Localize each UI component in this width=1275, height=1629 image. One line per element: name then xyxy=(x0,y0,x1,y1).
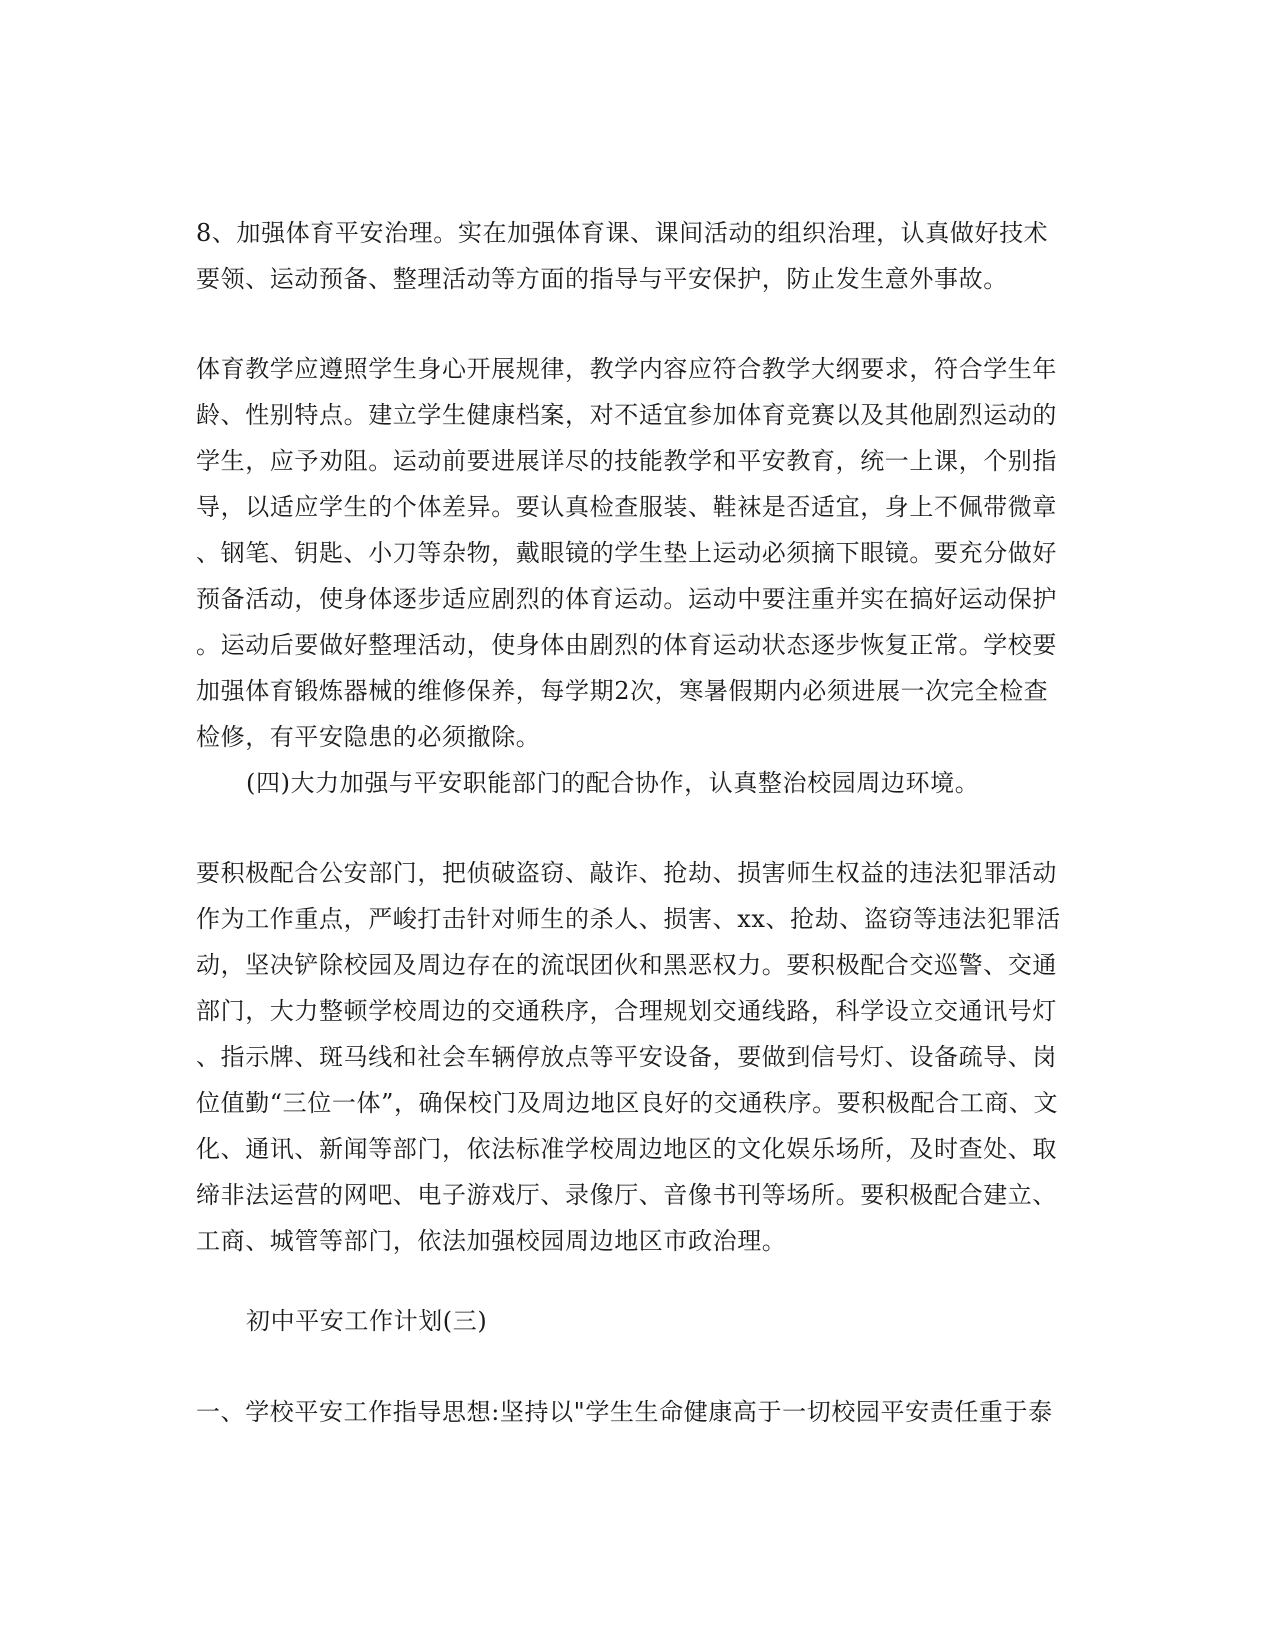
paragraph-2-line-8: 加强体育锻炼器械的维修保养，每学期2次，寒暑假期内必须进展一次完全检查 xyxy=(196,677,1049,705)
paragraph-1-line-1: 8、加强体育平安治理。实在加强体育课、课间活动的组织治理，认真做好技术 xyxy=(196,219,1049,247)
paragraph-2-line-3: 学生，应予劝阻。运动前要进展详尽的技能教学和平安教育，统一上课，个别指 xyxy=(196,447,1057,475)
paragraph-3-line-2: 作为工作重点，严峻打击针对师生的杀人、损害、xx、抢劫、盗窃等违法犯罪活 xyxy=(196,905,1061,933)
paragraph-3-line-1: 要积极配合公安部门，把侦破盗窃、敲诈、抢劫、损害师生权益的违法犯罪活动 xyxy=(196,859,1057,887)
paragraph-2-line-2: 龄、性别特点。建立学生健康档案，对不适宜参加体育竞赛以及其他剧烈运动的 xyxy=(196,401,1057,429)
paragraph-2-line-5: 、钢笔、钥匙、小刀等杂物，戴眼镜的学生垫上运动必须摘下眼镜。要充分做好 xyxy=(196,539,1057,567)
paragraph-3-line-6: 位值勤“三位一体”，确保校门及周边地区良好的交通秩序。要积极配合工商、文 xyxy=(196,1089,1059,1117)
paragraph-3-line-5: 、指示牌、斑马线和社会车辆停放点等平安设备，要做到信号灯、设备疏导、岗 xyxy=(196,1043,1057,1071)
paragraph-3-line-9: 工商、城管等部门，依法加强校园周边地区市政治理。 xyxy=(196,1227,787,1255)
section-heading-4: (四)大力加强与平安职能部门的配合协作，认真整治校园周边环境。 xyxy=(246,769,980,797)
paragraph-2-line-7: 。运动后要做好整理活动，使身体由剧烈的体育运动状态逐步恢复正常。学校要 xyxy=(196,631,1057,659)
paragraph-2-line-4: 导，以适应学生的个体差异。要认真检查服装、鞋袜是否适宜，身上不佩带微章 xyxy=(196,493,1057,521)
paragraph-2-line-9: 检修，有平安隐患的必须撤除。 xyxy=(196,723,541,751)
paragraph-2-line-1: 体育教学应遵照学生身心开展规律，教学内容应符合教学大纲要求，符合学生年 xyxy=(196,355,1057,383)
paragraph-2-line-6: 预备活动，使身体逐步适应剧烈的体育运动。运动中要注重并实在搞好运动保护 xyxy=(196,585,1057,613)
paragraph-1-line-2: 要领、运动预备、整理活动等方面的指导与平安保护，防止发生意外事故。 xyxy=(196,265,1008,293)
paragraph-3-line-7: 化、通讯、新闻等部门，依法标准学校周边地区的文化娱乐场所，及时查处、取 xyxy=(196,1135,1057,1163)
plan-title: 初中平安工作计划(三) xyxy=(246,1307,488,1335)
paragraph-3-line-8: 缔非法运营的网吧、电子游戏厅、录像厅、音像书刊等场所。要积极配合建立、 xyxy=(196,1181,1057,1209)
paragraph-3-line-3: 动，坚决铲除校园及周边存在的流氓团伙和黑恶权力。要积极配合交巡警、交通 xyxy=(196,951,1057,979)
section-1-line-1: 一、学校平安工作指导思想:坚持以"学生生命健康高于一切校园平安责任重于泰 xyxy=(196,1398,1053,1426)
paragraph-3-line-4: 部门，大力整顿学校周边的交通秩序，合理规划交通线路，科学设立交通讯号灯 xyxy=(196,997,1057,1025)
